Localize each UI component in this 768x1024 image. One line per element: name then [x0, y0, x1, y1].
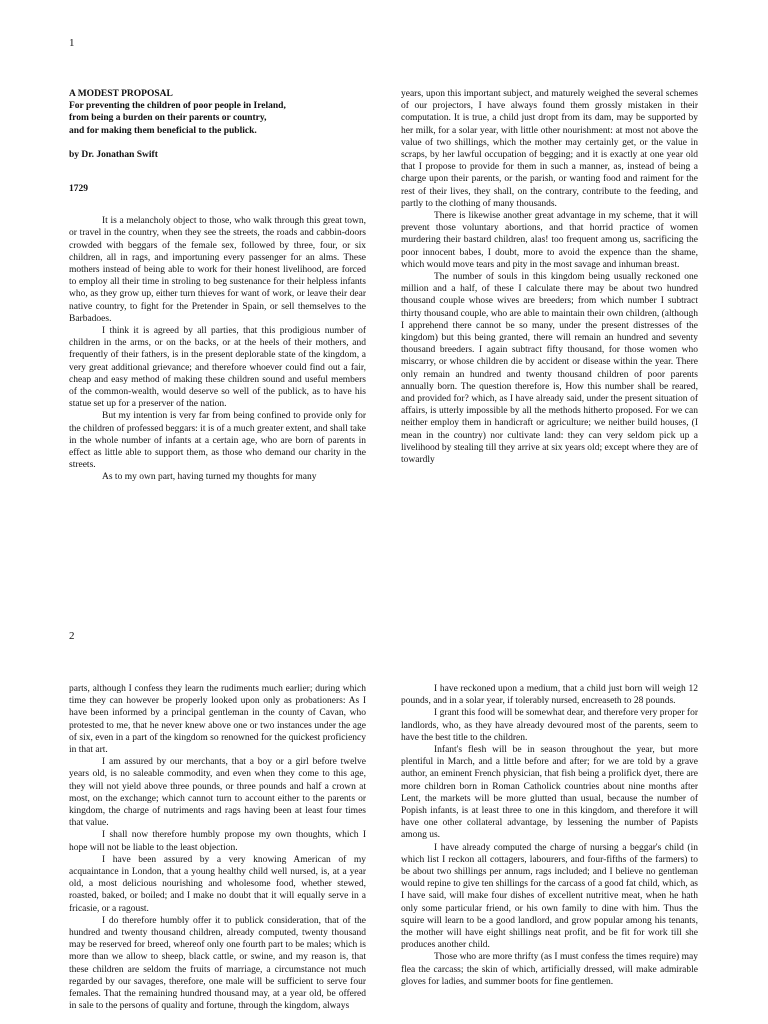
subtitle-line: from being a burden on their parents or country,: [69, 113, 267, 124]
paragraph: It is a melancholy object to those, who walk through this great town, or travel in the country, when they see the streets, the roads and cabbin-doors crowded with beggars of the female sex, followed by three, four, or six children, all in rags, and importuning every passenger for an alms. These mothers instead of being able to work for their honest livelihood, are forced to employ all their time in stroling to beg sustenance for their helpless infants who, as they grow up, either turn thieves for want of work, or leave their dear native country, to fight for the Pretender in Spain, or sell themselves to the Barbadoes.: [69, 216, 366, 324]
document-title: A MODEST PROPOSAL: [69, 89, 173, 99]
paragraph: The number of souls in this kingdom being usually reckoned one million and a half, of these I calculate there may be about two hundred thousand couple whose wives are breeders; from which number I subtract thirty thousand couple, who are able to maintain their own children, (although I apprehend there cannot be so many, under the present distresses of the kingdom) but this being granted, there will remain an hundred and seventy thousand breeders. I again subtract fifty thousand, for those women who miscarry, or whose children die by accident or disease within the year. There only remain an hundred and twenty thousand children of poor parents annually born. The question therefore is, How this number shall be reared, and provided for? which, as I have already said, under the present situation of affairs, is utterly impossible by all the methods hitherto proposed. For we can neither employ them in handicraft or agriculture; we neither build houses, (I mean in the country) nor cultivate land: they can very seldom pick up a livelihood by stealing till they arrive at six years old; except where they are of towardly: [401, 272, 698, 466]
author-line: by Dr. Jonathan Swift: [69, 149, 158, 160]
paragraph: I do therefore humbly offer it to publick consideration, that of the hundred and twenty thousand children, already computed, twenty thousand may be reserved for breed, whereof only one fourth part to be males; which is more than we allow to sheep, black cattle, or swine, and my reason is, that these children are seldom the fruits of marriage, a circumstance not much regarded by our savages, therefore, one male will be sufficient to serve four females. That the remaining hundred thousand may, at a year old, be offered in sale to the persons of quality and fortune, through the kingdom, always: [69, 915, 366, 1012]
page-number: 2: [69, 630, 75, 642]
paragraph: I have been assured by a very knowing American of my acquaintance in London, that a young healthy child well nursed, is, at a year old, a most delicious nourishing and wholesome food, whether stewed, roasted, baked, or boiled; and I make no doubt that it will equally serve in a fricasie, or a ragoust.: [69, 854, 366, 914]
page1-right-column: [401, 88, 698, 466]
subtitle-line: For preventing the children of poor people in Ireland,: [69, 101, 286, 112]
paragraph: I have reckoned upon a medium, that a child just born will weigh 12 pounds, and in a solar year, if tolerably nursed, encreaseth to 28 pounds.: [401, 684, 698, 707]
publication-year: 1729: [69, 184, 88, 195]
page-number: 1: [69, 37, 75, 49]
paragraph: I have already computed the charge of nursing a beggar's child (in which list I reckon all cottagers, labourers, and four-fifths of the farmers) to be about two shillings per annum, rags included; and I believe no gentleman would repine to give ten shillings for the carcass of a good fat child, which, as I have said, will make four dishes of excellent nutritive meat, when he hath only some particular friend, or his own family to dine with him. Thus the squire will learn to be a good landlord, and grow popular among his tenants, the mother will have eight shillings neat profit, and be fit for work till she produces another child.: [401, 842, 698, 951]
paragraph-continuation: years, upon this important subject, and maturely weighed the several schemes of our projectors, I have always found them grossly mistaken in their computation. It is true, a child just dropt from its dam, may be supported by her milk, for a solar year, with little other nourishment: at most not above the value of two shillings, which the mother may certainly get, or the value in scraps, by her lawful occupation of begging; and it is exactly at one year old that I propose to provide for them in such a manner, as, instead of being a charge upon their parents, or the parish, or wanting food and raiment for the rest of their lives, they shall, on the contrary, contribute to the feeding, and partly to the clothing of many thousands.: [401, 89, 698, 209]
paragraph-continuation: parts, although I confess they learn the rudiments much earlier; during which time they can however be properly looked upon only as probationers: As I have been informed by a principal gentleman in the county of Cavan, who protested to me, that he never knew above one or two instances under the age of six, even in a part of the kingdom so renowned for the quickest proficiency in that art.: [69, 684, 366, 756]
paragraph: But my intention is very far from being confined to provide only for the children of professed beggars: it is of a much greater extent, and shall take in the whole number of infants at a certain age, who are born of parents in effect as little able to support them, as those who demand our charity in the streets.: [69, 411, 366, 471]
paragraph: Infant's flesh will be in season throughout the year, but more plentiful in March, and a little before and after; for we are told by a grave author, an eminent French physician, that fish being a prolifick dyet, there are more children born in Roman Catholick countries about nine months after Lent, the markets will be more glutted than usual, because the number of Popish infants, is at least three to one in this kingdom, and therefore it will have one other collateral advantage, by lessening the number of Papists among us.: [401, 745, 698, 841]
paragraph: I think it is agreed by all parties, that this prodigious number of children in the arms, or on the backs, or at the heels of their mothers, and frequently of their fathers, is in the present deplorable state of the kingdom, a very great additional grievance; and therefore whoever could find out a fair, cheap and easy method of making these children sound and useful members of the common-wealth, would deserve so well of the publick, as to have his statue set up for a preserver of the nation.: [69, 326, 366, 410]
paragraph: Those who are more thrifty (as I must confess the times require) may flea the carcass; the skin of which, artificially dressed, will make admirable gloves for ladies, and summer boots for fine gentlemen.: [401, 952, 698, 987]
page1-left-column: [69, 88, 366, 484]
subtitle-line: and for making them beneficial to the publick.: [69, 125, 257, 136]
page2-right-column: [401, 683, 698, 988]
paragraph: I grant this food will be somewhat dear, and therefore very proper for landlords, who, as they have already devoured most of the parents, seem to have the best title to the children.: [401, 708, 698, 743]
page2-left-column: [69, 683, 366, 1012]
paragraph: I am assured by our merchants, that a boy or a girl before twelve years old, is no saleable commodity, and even when they come to this age, they will not yield above three pounds, or three pounds and half a crown at most, on the exchange; which cannot turn to account either to the parents or kingdom, the charge of nutriments and rags having been at least four times that value.: [69, 757, 366, 829]
title-block: [69, 88, 366, 137]
paragraph: There is likewise another great advantage in my scheme, that it will prevent those voluntary abortions, and that horrid practice of women murdering their bastard children, alas! too frequent among us, sacrificing the poor innocent babes, I doubt, more to avoid the expence than the shame, which would move tears and pity in the most savage and inhuman breast.: [401, 211, 698, 270]
paragraph: As to my own part, having turned my thoughts for many: [102, 472, 317, 483]
paragraph: I shall now therefore humbly propose my own thoughts, which I hope will not be liable to the least objection.: [69, 830, 366, 853]
